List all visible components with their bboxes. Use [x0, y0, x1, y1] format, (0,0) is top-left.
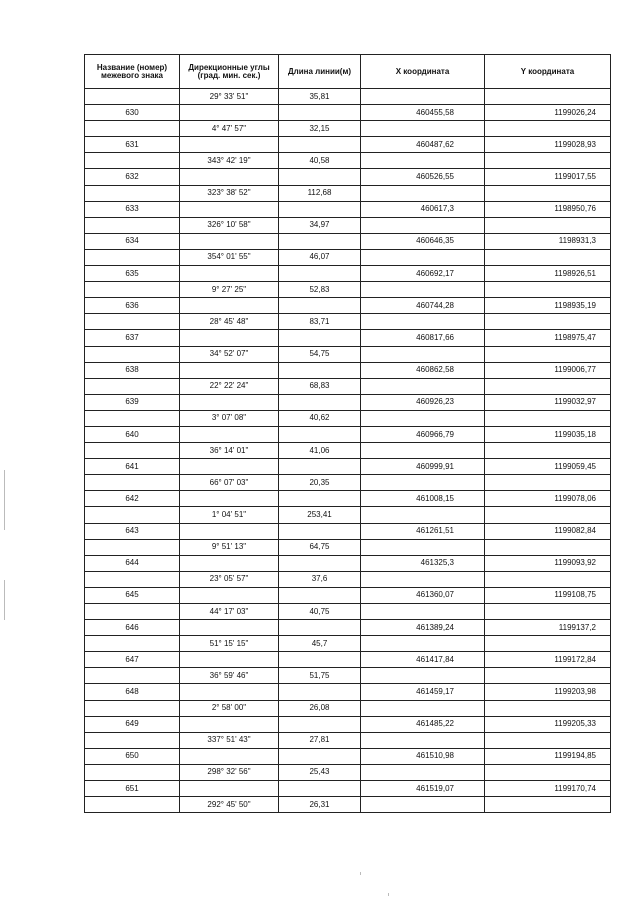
- table-row-segment: [85, 475, 611, 491]
- cell-y-coordinate: 1199093,92: [485, 555, 611, 571]
- cell-x-coordinate: 460526,55: [361, 169, 485, 185]
- cell-mark-name: 647: [85, 652, 180, 668]
- cell-x-coordinate: [361, 797, 485, 813]
- cell-x-coordinate: 461325,3: [361, 555, 485, 571]
- table-row-segment: [85, 153, 611, 169]
- cell-directional-angle: 44° 17' 03": [180, 604, 279, 620]
- cell-y-coordinate: [485, 378, 611, 394]
- table-row-segment: [85, 121, 611, 137]
- cell-x-coordinate: 460999,91: [361, 459, 485, 475]
- table-row-point: [85, 330, 611, 346]
- cell-mark-name: [85, 378, 180, 394]
- table-row-segment: [85, 764, 611, 780]
- cell-line-length: [279, 523, 361, 539]
- coordinates-sheet: [84, 54, 610, 828]
- cell-line-length: 253,41: [279, 507, 361, 523]
- cell-line-length: [279, 105, 361, 121]
- header-line-length: Длина линии(м): [279, 55, 361, 89]
- cell-directional-angle: 298° 32' 56": [180, 764, 279, 780]
- header-directional-angles: Дирекционные углы (град. мин. сек.): [180, 55, 279, 89]
- cell-x-coordinate: [361, 604, 485, 620]
- cell-directional-angle: 323° 38' 52": [180, 185, 279, 201]
- cell-mark-name: [85, 217, 180, 233]
- cell-y-coordinate: 1199032,97: [485, 394, 611, 410]
- cell-directional-angle: 326° 10' 58": [180, 217, 279, 233]
- cell-y-coordinate: 1198931,3: [485, 233, 611, 249]
- table-row-point: [85, 233, 611, 249]
- cell-y-coordinate: [485, 636, 611, 652]
- scan-mark: [360, 872, 361, 875]
- cell-line-length: 34,97: [279, 217, 361, 233]
- cell-x-coordinate: [361, 539, 485, 555]
- cell-x-coordinate: [361, 732, 485, 748]
- cell-x-coordinate: [361, 89, 485, 105]
- cell-directional-angle: 36° 14' 01": [180, 443, 279, 459]
- table-row-segment: [85, 732, 611, 748]
- cell-directional-angle: [180, 587, 279, 603]
- cell-directional-angle: 34° 52' 07": [180, 346, 279, 362]
- cell-y-coordinate: 1198950,76: [485, 201, 611, 217]
- cell-y-coordinate: 1198926,51: [485, 266, 611, 282]
- cell-directional-angle: [180, 426, 279, 442]
- cell-directional-angle: 29° 33' 51": [180, 89, 279, 105]
- cell-directional-angle: 9° 27' 25": [180, 282, 279, 298]
- scan-mark: [4, 470, 5, 530]
- cell-line-length: 83,71: [279, 314, 361, 330]
- table-row-segment: [85, 443, 611, 459]
- cell-directional-angle: 337° 51' 43": [180, 732, 279, 748]
- table-row-segment: [85, 700, 611, 716]
- cell-line-length: 41,06: [279, 443, 361, 459]
- cell-x-coordinate: 461510,98: [361, 748, 485, 764]
- table-row-point: [85, 684, 611, 700]
- cell-line-length: 40,58: [279, 153, 361, 169]
- cell-y-coordinate: 1199017,55: [485, 169, 611, 185]
- cell-mark-name: [85, 282, 180, 298]
- cell-y-coordinate: 1199203,98: [485, 684, 611, 700]
- cell-x-coordinate: [361, 410, 485, 426]
- cell-line-length: [279, 298, 361, 314]
- table-row-segment: [85, 507, 611, 523]
- cell-directional-angle: [180, 298, 279, 314]
- table-row-segment: [85, 217, 611, 233]
- cell-directional-angle: [180, 555, 279, 571]
- cell-mark-name: 651: [85, 781, 180, 797]
- cell-x-coordinate: 460692,17: [361, 266, 485, 282]
- table-body: [85, 89, 611, 813]
- cell-y-coordinate: 1199172,84: [485, 652, 611, 668]
- cell-mark-name: 642: [85, 491, 180, 507]
- cell-line-length: [279, 716, 361, 732]
- table-row-point: [85, 716, 611, 732]
- cell-directional-angle: [180, 233, 279, 249]
- cell-line-length: 27,81: [279, 732, 361, 748]
- cell-line-length: [279, 555, 361, 571]
- table-row-segment: [85, 571, 611, 587]
- cell-mark-name: 633: [85, 201, 180, 217]
- cell-line-length: 46,07: [279, 249, 361, 265]
- cell-y-coordinate: 1199194,85: [485, 748, 611, 764]
- cell-directional-angle: [180, 105, 279, 121]
- cell-line-length: [279, 781, 361, 797]
- cell-x-coordinate: 461389,24: [361, 620, 485, 636]
- cell-line-length: [279, 201, 361, 217]
- cell-mark-name: 638: [85, 362, 180, 378]
- cell-line-length: [279, 169, 361, 185]
- cell-x-coordinate: [361, 314, 485, 330]
- cell-y-coordinate: [485, 185, 611, 201]
- table-row-segment: [85, 604, 611, 620]
- table-row-point: [85, 587, 611, 603]
- cell-directional-angle: 2° 58' 00": [180, 700, 279, 716]
- cell-mark-name: 631: [85, 137, 180, 153]
- cell-y-coordinate: [485, 410, 611, 426]
- table-row-segment: [85, 668, 611, 684]
- cell-x-coordinate: [361, 571, 485, 587]
- cell-y-coordinate: [485, 700, 611, 716]
- cell-directional-angle: [180, 491, 279, 507]
- cell-directional-angle: [180, 459, 279, 475]
- cell-mark-name: [85, 539, 180, 555]
- cell-y-coordinate: [485, 314, 611, 330]
- cell-mark-name: [85, 443, 180, 459]
- table-row-point: [85, 426, 611, 442]
- scan-mark: [4, 580, 5, 620]
- cell-directional-angle: [180, 620, 279, 636]
- cell-mark-name: [85, 249, 180, 265]
- table-row-segment: [85, 282, 611, 298]
- cell-x-coordinate: 460744,28: [361, 298, 485, 314]
- cell-y-coordinate: [485, 507, 611, 523]
- cell-mark-name: [85, 732, 180, 748]
- header-mark-name: Название (номер) межевого знака: [85, 55, 180, 89]
- cell-mark-name: 649: [85, 716, 180, 732]
- header-y-coordinate: Y координата: [485, 55, 611, 89]
- cell-y-coordinate: [485, 121, 611, 137]
- cell-x-coordinate: [361, 764, 485, 780]
- cell-x-coordinate: 460617,3: [361, 201, 485, 217]
- cell-directional-angle: 343° 42' 19": [180, 153, 279, 169]
- cell-y-coordinate: [485, 346, 611, 362]
- cell-x-coordinate: [361, 636, 485, 652]
- cell-x-coordinate: [361, 668, 485, 684]
- cell-line-length: 51,75: [279, 668, 361, 684]
- cell-mark-name: 645: [85, 587, 180, 603]
- cell-y-coordinate: 1198975,47: [485, 330, 611, 346]
- table-header-row: [85, 55, 611, 89]
- cell-x-coordinate: 461459,17: [361, 684, 485, 700]
- table-row-point: [85, 555, 611, 571]
- cell-line-length: [279, 652, 361, 668]
- cell-y-coordinate: [485, 153, 611, 169]
- table-row-point: [85, 362, 611, 378]
- boundary-marks-table: [84, 54, 611, 813]
- cell-x-coordinate: [361, 443, 485, 459]
- cell-mark-name: 644: [85, 555, 180, 571]
- cell-line-length: 26,31: [279, 797, 361, 813]
- cell-y-coordinate: [485, 249, 611, 265]
- cell-mark-name: [85, 668, 180, 684]
- cell-line-length: [279, 233, 361, 249]
- cell-line-length: [279, 394, 361, 410]
- cell-line-length: 54,75: [279, 346, 361, 362]
- cell-y-coordinate: [485, 668, 611, 684]
- cell-line-length: [279, 491, 361, 507]
- cell-mark-name: [85, 121, 180, 137]
- table-row-point: [85, 620, 611, 636]
- cell-directional-angle: 4° 47' 57": [180, 121, 279, 137]
- table-row-segment: [85, 346, 611, 362]
- table-row-segment: [85, 797, 611, 813]
- cell-mark-name: [85, 314, 180, 330]
- cell-line-length: [279, 748, 361, 764]
- cell-line-length: 45,7: [279, 636, 361, 652]
- cell-y-coordinate: [485, 475, 611, 491]
- table-row-segment: [85, 314, 611, 330]
- cell-y-coordinate: [485, 443, 611, 459]
- cell-mark-name: 636: [85, 298, 180, 314]
- cell-line-length: 35,81: [279, 89, 361, 105]
- cell-y-coordinate: 1199170,74: [485, 781, 611, 797]
- cell-mark-name: [85, 89, 180, 105]
- cell-directional-angle: [180, 362, 279, 378]
- scan-mark: [388, 893, 389, 896]
- cell-y-coordinate: [485, 282, 611, 298]
- cell-mark-name: [85, 604, 180, 620]
- table-row-point: [85, 169, 611, 185]
- cell-x-coordinate: 461261,51: [361, 523, 485, 539]
- table-row-point: [85, 523, 611, 539]
- cell-directional-angle: [180, 523, 279, 539]
- cell-y-coordinate: [485, 764, 611, 780]
- cell-directional-angle: 66° 07' 03": [180, 475, 279, 491]
- cell-directional-angle: [180, 137, 279, 153]
- cell-line-length: [279, 362, 361, 378]
- cell-mark-name: [85, 410, 180, 426]
- cell-y-coordinate: [485, 797, 611, 813]
- table-row-point: [85, 748, 611, 764]
- cell-x-coordinate: 461417,84: [361, 652, 485, 668]
- cell-directional-angle: 292° 45' 50": [180, 797, 279, 813]
- cell-x-coordinate: 460926,23: [361, 394, 485, 410]
- cell-mark-name: 639: [85, 394, 180, 410]
- cell-mark-name: [85, 700, 180, 716]
- cell-line-length: 37,6: [279, 571, 361, 587]
- table-row-point: [85, 266, 611, 282]
- cell-x-coordinate: 460966,79: [361, 426, 485, 442]
- table-row-point: [85, 459, 611, 475]
- cell-line-length: 112,68: [279, 185, 361, 201]
- cell-line-length: 40,62: [279, 410, 361, 426]
- cell-mark-name: [85, 797, 180, 813]
- cell-y-coordinate: [485, 604, 611, 620]
- cell-mark-name: 632: [85, 169, 180, 185]
- cell-line-length: 32,15: [279, 121, 361, 137]
- cell-line-length: 20,35: [279, 475, 361, 491]
- cell-directional-angle: [180, 781, 279, 797]
- cell-mark-name: [85, 507, 180, 523]
- cell-y-coordinate: 1199205,33: [485, 716, 611, 732]
- cell-x-coordinate: 460487,62: [361, 137, 485, 153]
- cell-directional-angle: [180, 330, 279, 346]
- cell-x-coordinate: [361, 185, 485, 201]
- cell-directional-angle: [180, 684, 279, 700]
- table-row-point: [85, 298, 611, 314]
- cell-directional-angle: 354° 01' 55": [180, 249, 279, 265]
- cell-y-coordinate: [485, 217, 611, 233]
- cell-line-length: [279, 587, 361, 603]
- cell-x-coordinate: [361, 700, 485, 716]
- table-row-segment: [85, 410, 611, 426]
- cell-y-coordinate: 1199137,2: [485, 620, 611, 636]
- cell-directional-angle: 9° 51' 13": [180, 539, 279, 555]
- cell-line-length: [279, 330, 361, 346]
- cell-y-coordinate: 1199006,77: [485, 362, 611, 378]
- cell-x-coordinate: [361, 475, 485, 491]
- cell-line-length: 52,83: [279, 282, 361, 298]
- cell-line-length: 68,83: [279, 378, 361, 394]
- cell-y-coordinate: 1199035,18: [485, 426, 611, 442]
- cell-x-coordinate: 461360,07: [361, 587, 485, 603]
- cell-y-coordinate: [485, 732, 611, 748]
- cell-directional-angle: [180, 266, 279, 282]
- cell-x-coordinate: [361, 153, 485, 169]
- table-row-segment: [85, 378, 611, 394]
- table-row-segment: [85, 539, 611, 555]
- cell-directional-angle: [180, 716, 279, 732]
- cell-mark-name: [85, 346, 180, 362]
- cell-line-length: 64,75: [279, 539, 361, 555]
- table-row-point: [85, 105, 611, 121]
- header-x-coordinate: X координата: [361, 55, 485, 89]
- cell-directional-angle: 23° 05' 57": [180, 571, 279, 587]
- cell-directional-angle: [180, 748, 279, 764]
- cell-y-coordinate: 1199028,93: [485, 137, 611, 153]
- table-row-point: [85, 137, 611, 153]
- cell-mark-name: [85, 475, 180, 491]
- cell-line-length: [279, 137, 361, 153]
- cell-mark-name: [85, 764, 180, 780]
- cell-directional-angle: 51° 15' 15": [180, 636, 279, 652]
- cell-mark-name: 648: [85, 684, 180, 700]
- cell-x-coordinate: [361, 507, 485, 523]
- cell-y-coordinate: [485, 571, 611, 587]
- cell-y-coordinate: 1199082,84: [485, 523, 611, 539]
- cell-x-coordinate: [361, 378, 485, 394]
- cell-y-coordinate: [485, 539, 611, 555]
- cell-directional-angle: [180, 652, 279, 668]
- cell-x-coordinate: 461519,07: [361, 781, 485, 797]
- cell-mark-name: 646: [85, 620, 180, 636]
- cell-directional-angle: [180, 201, 279, 217]
- table-row-segment: [85, 636, 611, 652]
- cell-line-length: [279, 266, 361, 282]
- cell-mark-name: 643: [85, 523, 180, 539]
- cell-mark-name: 641: [85, 459, 180, 475]
- cell-directional-angle: [180, 394, 279, 410]
- cell-directional-angle: 22° 22' 24": [180, 378, 279, 394]
- cell-y-coordinate: 1199026,24: [485, 105, 611, 121]
- cell-mark-name: 634: [85, 233, 180, 249]
- cell-mark-name: [85, 636, 180, 652]
- cell-y-coordinate: 1199078,06: [485, 491, 611, 507]
- cell-mark-name: 637: [85, 330, 180, 346]
- cell-mark-name: 635: [85, 266, 180, 282]
- cell-line-length: 25,43: [279, 764, 361, 780]
- cell-directional-angle: 3° 07' 08": [180, 410, 279, 426]
- table-row-segment: [85, 89, 611, 105]
- cell-y-coordinate: 1198935,19: [485, 298, 611, 314]
- cell-line-length: [279, 426, 361, 442]
- cell-x-coordinate: 460862,58: [361, 362, 485, 378]
- cell-x-coordinate: 461008,15: [361, 491, 485, 507]
- cell-directional-angle: 1° 04' 51": [180, 507, 279, 523]
- cell-line-length: [279, 684, 361, 700]
- cell-mark-name: 640: [85, 426, 180, 442]
- table-row-point: [85, 491, 611, 507]
- table-row-point: [85, 781, 611, 797]
- cell-mark-name: 650: [85, 748, 180, 764]
- cell-line-length: [279, 620, 361, 636]
- cell-mark-name: [85, 153, 180, 169]
- cell-x-coordinate: 460646,35: [361, 233, 485, 249]
- cell-y-coordinate: 1199108,75: [485, 587, 611, 603]
- cell-mark-name: 630: [85, 105, 180, 121]
- cell-line-length: 40,75: [279, 604, 361, 620]
- cell-directional-angle: 36° 59' 46": [180, 668, 279, 684]
- cell-mark-name: [85, 185, 180, 201]
- table-row-segment: [85, 185, 611, 201]
- cell-x-coordinate: [361, 282, 485, 298]
- table-row-point: [85, 394, 611, 410]
- cell-x-coordinate: [361, 217, 485, 233]
- cell-x-coordinate: [361, 346, 485, 362]
- table-row-point: [85, 201, 611, 217]
- cell-line-length: 26,08: [279, 700, 361, 716]
- table-row-segment: [85, 249, 611, 265]
- cell-x-coordinate: 460455,58: [361, 105, 485, 121]
- cell-x-coordinate: [361, 121, 485, 137]
- cell-line-length: [279, 459, 361, 475]
- cell-directional-angle: 28° 45' 48": [180, 314, 279, 330]
- cell-directional-angle: [180, 169, 279, 185]
- cell-y-coordinate: 1199059,45: [485, 459, 611, 475]
- table-row-point: [85, 652, 611, 668]
- cell-x-coordinate: 460817,66: [361, 330, 485, 346]
- cell-x-coordinate: [361, 249, 485, 265]
- cell-x-coordinate: 461485,22: [361, 716, 485, 732]
- cell-mark-name: [85, 571, 180, 587]
- cell-y-coordinate: [485, 89, 611, 105]
